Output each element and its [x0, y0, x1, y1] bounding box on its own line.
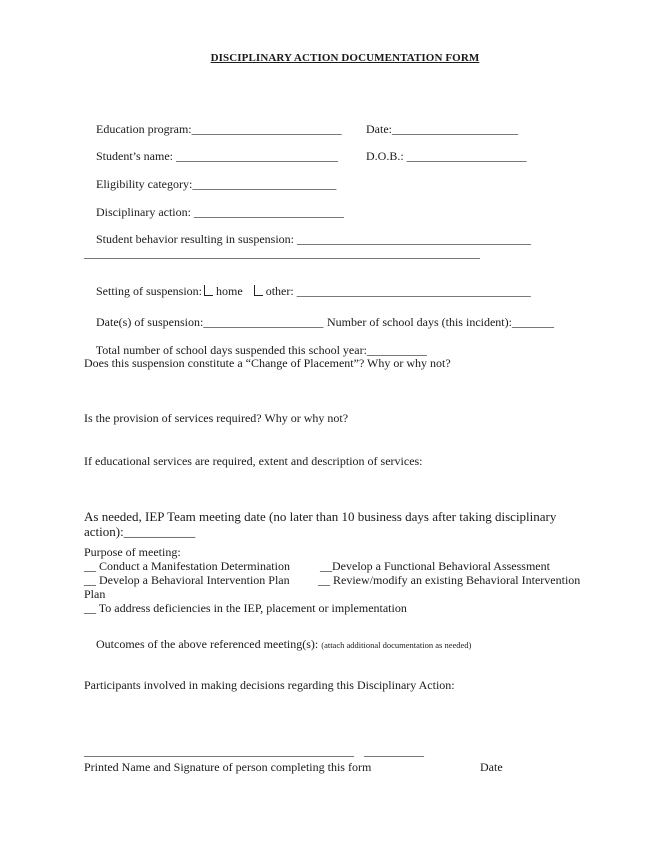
purpose-option-fba[interactable]: __Develop a Functional Behavioral Assessment: [320, 559, 550, 573]
students-name-blank[interactable]: ___________________________: [176, 149, 338, 163]
purpose-option-review-bip-cont: Plan: [84, 587, 106, 601]
educational-services-question: If educational services are required, extent and description of services:: [84, 454, 423, 468]
date-blank[interactable]: _____________________: [392, 122, 518, 136]
dob-label: D.O.B.:: [366, 149, 404, 163]
purpose-option-manifestation[interactable]: __ Conduct a Manifestation Determination: [84, 559, 290, 573]
other-blank[interactable]: _______________________________________: [296, 284, 531, 298]
purpose-option-deficiencies[interactable]: __ To address deficiencies in the IEP, placement or implementation: [84, 601, 407, 615]
eligibility-category-label: Eligibility category:: [96, 177, 193, 191]
signature-name-line[interactable]: _____________________________________________: [84, 744, 354, 758]
home-checkbox[interactable]: [204, 285, 213, 296]
behavior-blank[interactable]: _______________________________________: [296, 232, 531, 246]
iep-meeting-date-line1: As needed, IEP Team meeting date (no later than 10 business days after taking disciplinary: [84, 509, 557, 524]
total-days-label: Total number of school days suspended this school year:: [95, 343, 367, 357]
education-program-label: Education program:: [96, 122, 192, 136]
dob-blank[interactable]: ____________________: [406, 149, 527, 163]
signature-name-label: Printed Name and Signature of person completing this form: [84, 760, 372, 774]
signature-date-label: Date: [480, 760, 503, 774]
home-label: home: [216, 284, 243, 298]
num-days-label: Number of school days (this incident):: [327, 315, 512, 329]
behavior-label: Student behavior resulting in suspension:: [96, 232, 294, 246]
date-label: Date:: [366, 122, 392, 136]
disciplinary-action-blank[interactable]: _________________________: [193, 205, 344, 219]
disciplinary-action-label: Disciplinary action:: [96, 205, 191, 219]
students-name-label: Student’s name:: [96, 149, 173, 163]
purpose-label: Purpose of meeting:: [84, 545, 181, 559]
signature-date-line[interactable]: __________: [364, 744, 424, 758]
behavior-continuation-blank[interactable]: __________________________________________________________________: [84, 246, 480, 260]
eligibility-category-blank[interactable]: ________________________: [192, 177, 337, 191]
purpose-option-review-bip[interactable]: __ Review/modify an existing Behavioral Intervention: [318, 573, 581, 587]
change-of-placement-question: Does this suspension constitute a “Change of Placement”? Why or why not?: [84, 356, 451, 370]
outcomes-field: [84, 623, 471, 666]
form-title: DISCIPLINARY ACTION DOCUMENTATION FORM: [210, 52, 480, 64]
other-label: other:: [265, 284, 294, 298]
outcomes-label: Outcomes of the above referenced meeting(s):: [96, 637, 322, 651]
provision-of-services-question: Is the provision of services required? Why or why not?: [84, 411, 349, 425]
participants-label: Participants involved in making decisions regarding this Disciplinary Action:: [84, 678, 455, 692]
education-program-blank[interactable]: _________________________: [191, 122, 342, 136]
outcomes-note: (attach additional documentation as needed): [321, 640, 472, 650]
iep-meeting-date-line2[interactable]: action):___________: [84, 524, 196, 539]
setting-label: Setting of suspension:: [96, 284, 203, 298]
num-days-blank[interactable]: _______: [511, 315, 554, 329]
dates-of-suspension-label: Date(s) of suspension:: [96, 315, 204, 329]
total-days-blank[interactable]: __________: [366, 343, 427, 357]
other-checkbox[interactable]: [254, 285, 263, 296]
dates-of-suspension-blank[interactable]: ____________________: [203, 315, 324, 329]
purpose-option-bip[interactable]: __ Develop a Behavioral Intervention Plan: [84, 573, 290, 587]
dob-field: [354, 135, 527, 177]
